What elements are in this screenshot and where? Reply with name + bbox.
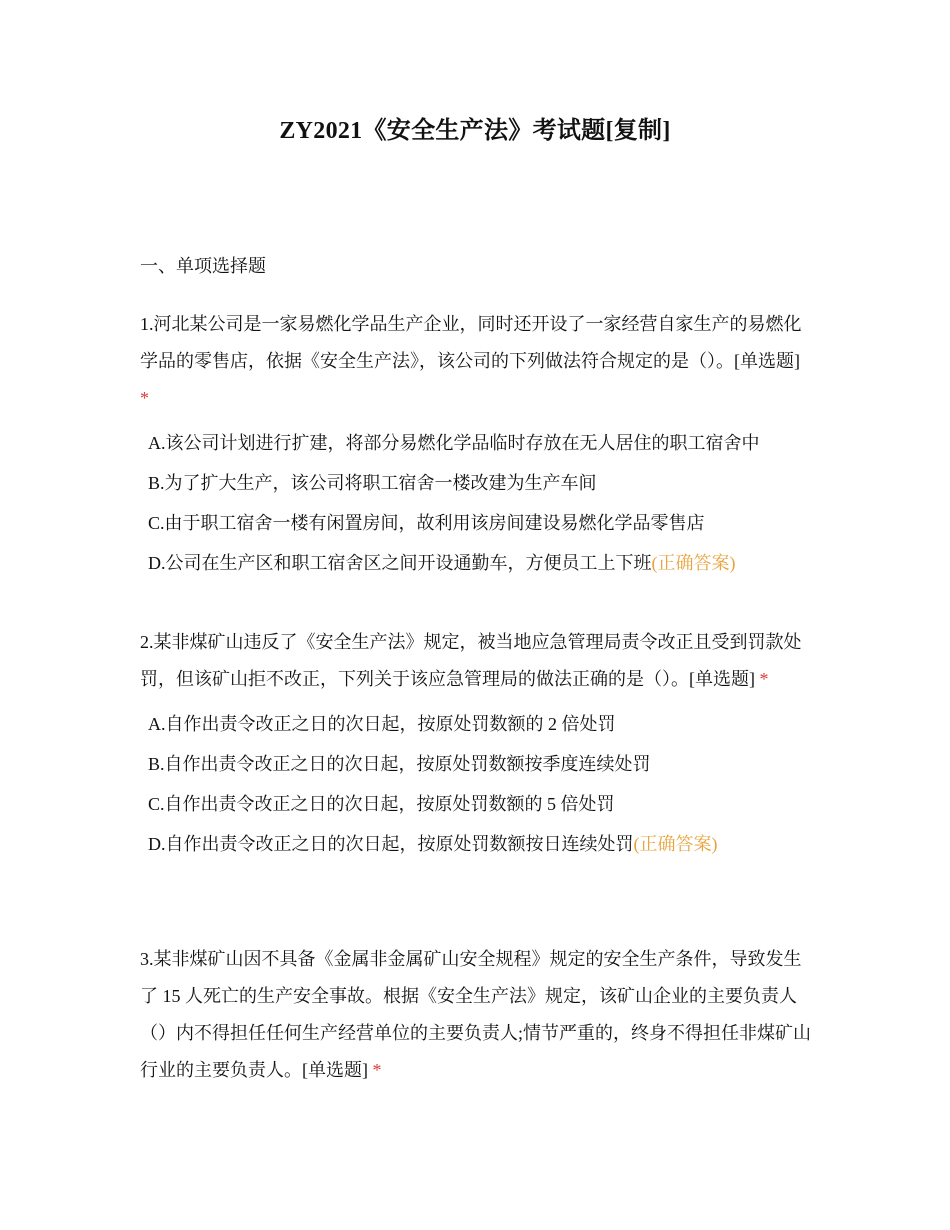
option-d-text: D.公司在生产区和职工宿舍区之间开设通勤车，方便员工上下班 xyxy=(148,553,652,573)
question-3-stem: 3.某非煤矿山因不具备《金属非金属矿山安全规程》规定的安全生产条件，导致发生了 15 人死亡的生产安全事故。根据《安全生产法》规定，该矿山企业的主要负责人（）内不得担任任何生产经营单位的主要负责人;情节严重的，终身不得担任非煤矿山行业的主要负责人。[单选题] xyxy=(140,949,811,1080)
required-mark: * xyxy=(372,1060,382,1080)
option-b[interactable]: B.自作出责令改正之日的次日起，按原处罚数额按季度连续处罚 xyxy=(148,754,651,774)
question-2-stem: 2.某非煤矿山违反了《安全生产法》规定，被当地应急管理局责令改正且受到罚款处罚，但该矿山拒不改正，下列关于该应急管理局的做法正确的是（）。[单选题] xyxy=(140,632,802,689)
option-b[interactable]: B.为了扩大生产，该公司将职工宿舍一楼改建为生产车间 xyxy=(148,473,597,493)
required-mark: * xyxy=(759,669,769,689)
question-3-text xyxy=(140,941,812,1089)
question-1-options xyxy=(140,423,812,583)
option-a[interactable]: A.自作出责令改正之日的次日起，按原处罚数额的 2 倍处罚 xyxy=(148,714,616,734)
option-d[interactable] xyxy=(148,543,812,583)
question-2-text xyxy=(140,624,812,698)
option-a[interactable]: A.该公司计划进行扩建，将部分易燃化学品临时存放在无人居住的职工宿舍中 xyxy=(148,433,760,453)
question-1-text xyxy=(140,306,812,417)
question-2-options xyxy=(140,704,812,864)
option-d-text: D.自作出责令改正之日的次日起，按原处罚数额按日连续处罚 xyxy=(148,834,634,854)
correct-answer-label: (正确答案) xyxy=(633,834,718,854)
question-1 xyxy=(140,306,812,583)
question-3 xyxy=(140,941,812,1089)
correct-answer-label: (正确答案) xyxy=(651,553,736,573)
question-2 xyxy=(140,624,812,864)
question-1-stem: 1.河北某公司是一家易燃化学品生产企业，同时还开设了一家经营自家生产的易燃化学品的零售店，依据《安全生产法》，该公司的下列做法符合规定的是（）。[单选题] xyxy=(140,314,802,371)
option-d[interactable] xyxy=(148,824,812,864)
page-title: ZY2021《安全生产法》考试题[复制] xyxy=(279,118,671,144)
option-c[interactable]: C.由于职工宿舍一楼有闲置房间，故利用该房间建设易燃化学品零售店 xyxy=(148,513,705,533)
required-mark: * xyxy=(140,388,149,408)
option-c[interactable]: C.自作出责令改正之日的次日起，按原处罚数额的 5 倍处罚 xyxy=(148,794,615,814)
section-heading: 一、单项选择题 xyxy=(140,256,266,276)
